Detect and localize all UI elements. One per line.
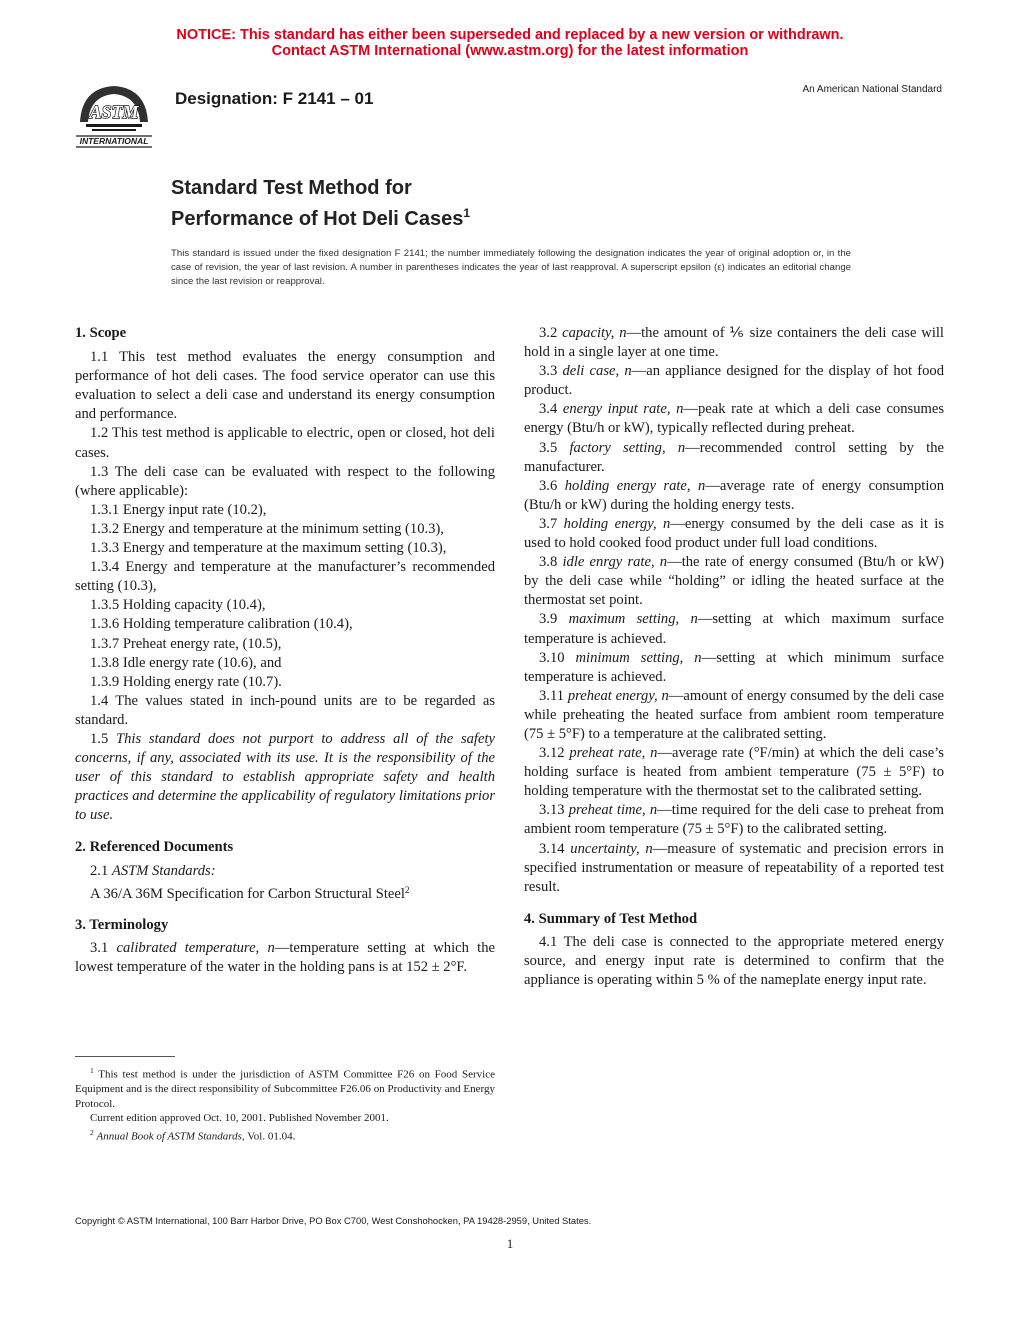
term-3-13: 3.13 preheat time, n—time required for the deli case to preheat from ambient room temperature (75 ± 5°F) to the calibrated setting. [524, 802, 944, 838]
paragraph-1-5: 1.5 This standard does not purport to address all of the safety concerns, if any, associated with its use. It is the responsibility of the user of this standard to establish appropriate safety and health practices and determine the applicability of regulatory limitations prior to use. [75, 730, 495, 824]
right-column [524, 324, 944, 990]
logo-text: ASTM [89, 102, 139, 122]
paragraph-1-1: 1.1 This test method evaluates the energy consumption and performance of hot deli cases. The food service operator can use this evaluation to select a deli case and understand its energy consumption and performance. [75, 349, 495, 423]
paragraph-4-1: 4.1 The deli case is connected to the appropriate metered energy source, and energy input rate is determined to confirm that the appliance is operating within 5 % of the nameplate energy input rate. [524, 933, 944, 989]
section-heading-terminology: 3. Terminology [75, 916, 169, 933]
withdrawal-notice [0, 27, 1020, 59]
page-number: 1 [506, 1236, 514, 1251]
list-item: 1.3.1 Energy input rate (10.2), [90, 501, 267, 518]
section-heading-scope: 1. Scope [75, 325, 127, 341]
list-item: 1.3.3 Energy and temperature at the maximum setting (10.3), [90, 540, 447, 557]
list-item: 1.3.5 Holding capacity (10.4), [90, 597, 266, 614]
designation: Designation: F 2141 – 01 [175, 89, 374, 108]
national-standard-label: An American National Standard [802, 84, 942, 95]
list-item: 1.3.7 Preheat energy rate, (10.5), [90, 635, 282, 652]
footnote-1: $^1$ This test method is under the jurisdiction of ASTM Committee F26 on Food Service Equipment and is the direct responsibility of Subcommittee F26.06 on Productivity and Energy Protocol. [75, 1066, 495, 1110]
footnote-divider [75, 1056, 175, 1057]
list-item: 1.3.6 Holding temperature calibration (10.4), [90, 616, 353, 633]
term-3-4: 3.4 energy input rate, n—peak rate at which a deli case consumes energy (Btu/h or kW), typically reflected during preheat. [524, 401, 945, 437]
paragraph-2-1: 2.1 ASTM Standards: [90, 862, 216, 879]
term-3-2: 3.2 capacity, n—the amount of ⅙ size containers the deli case will hold in a single layer at one time. [524, 325, 944, 361]
term-3-6: 3.6 holding energy rate, n—average rate of energy consumption (Btu/h or kW) during the holding energy tests. [524, 477, 945, 513]
referenced-document: A 36/A 36M Specification for Carbon Structural Steel$^2$ [90, 884, 410, 902]
paragraph-1-3: 1.3 The deli case can be evaluated with respect to the following (where applicable): [75, 463, 495, 499]
paragraph-1-2: 1.2 This test method is applicable to electric, open or closed, hot deli cases. [75, 425, 495, 461]
term-3-5: 3.5 factory setting, n—recommended control setting by the manufacturer. [524, 439, 944, 475]
footnote-1-approval: Current edition approved Oct. 10, 2001. Published November 2001. [90, 1112, 389, 1125]
list-item: 1.3.8 Idle energy rate (10.6), and [90, 654, 282, 671]
term-3-7: 3.7 holding energy, n—energy consumed by the deli case as it is used to hold cooked food product under full load conditions. [524, 515, 944, 552]
list-item: 1.3.4 Energy and temperature at the manufacturer’s recommended setting (10.3), [75, 559, 495, 595]
preface-note: This standard is issued under the fixed designation F 2141; the number immediately following the designation indicates the year of original adoption or, in the case of revision, the year of last revision. A number in parentheses indicates the year of last reapproval. A superscript epsilon (ε) indicates an editorial change since the last revision or reapproval. [171, 248, 851, 287]
term-3-14: 3.14 uncertainty, n—measure of systematic and precision errors in specified instrumentation or measure of repeatability of a reported test result. [524, 840, 944, 895]
logo-international-text: INTERNATIONAL [79, 136, 149, 146]
term-3-8: 3.8 idle enrgy rate, n—the rate of energy consumed (Btu/h or kW) by the deli case while “holding” or idling the heated surface at the thermostat set point. [524, 554, 944, 609]
left-column [75, 324, 495, 977]
footnote-2: $^2$ Annual Book of ASTM Standards, Vol. 01.04. [90, 1127, 296, 1143]
section-heading-referenced-documents: 2. Referenced Documents [75, 839, 234, 856]
title-line-2: Performance of Hot Deli Cases$^1$ [171, 206, 471, 230]
term-3-12: 3.12 preheat rate, n—average rate (°F/min) at which the deli case’s holding surface is heated from ambient temperature (75 ± 5°F) to holding temperature with the thermostat set to the calibrated setting. [524, 745, 944, 800]
term-3-1: 3.1 calibrated temperature, n—temperature setting at which the lowest temperature of the water in the holding pans is at 152 ± 2°F. [75, 939, 495, 975]
footnotes [75, 1064, 495, 1144]
list-item: 1.3.2 Energy and temperature at the minimum setting (10.3), [90, 520, 444, 537]
document-title [171, 176, 470, 232]
term-3-11: 3.11 preheat energy, n—amount of energy consumed by the deli case while preheating the heated surface from ambient room temperature (75 ± 5°F) to a temperature at the calibrated setting. [524, 687, 944, 742]
term-3-10: 3.10 minimum setting, n—setting at which minimum surface temperature is achieved. [524, 649, 944, 685]
astm-logo [66, 78, 162, 150]
copyright-line: Copyright © ASTM International, 100 Barr Harbor Drive, PO Box C700, West Conshohocken, PA 19428-2959, United States. [75, 1215, 592, 1226]
title-line-1: Standard Test Method for [171, 177, 412, 199]
notice-line-2: Contact ASTM International (www.astm.org) for the latest information [271, 43, 749, 59]
paragraph-1-4: 1.4 The values stated in inch-pound units are to be regarded as standard. [75, 692, 495, 728]
title-footnote-mark: 1 [463, 206, 471, 220]
term-3-3: 3.3 deli case, n—an appliance designed for the display of hot food product. [524, 363, 944, 399]
notice-line-1: NOTICE: This standard has either been superseded and replaced by a new version or withdrawn. [176, 27, 844, 43]
doc-footnote-mark: 2 [404, 884, 410, 895]
term-3-9: 3.9 maximum setting, n—setting at which maximum surface temperature is achieved. [524, 611, 945, 647]
section-heading-summary: 4. Summary of Test Method [524, 910, 698, 927]
list-item: 1.3.9 Holding energy rate (10.7). [90, 673, 282, 690]
